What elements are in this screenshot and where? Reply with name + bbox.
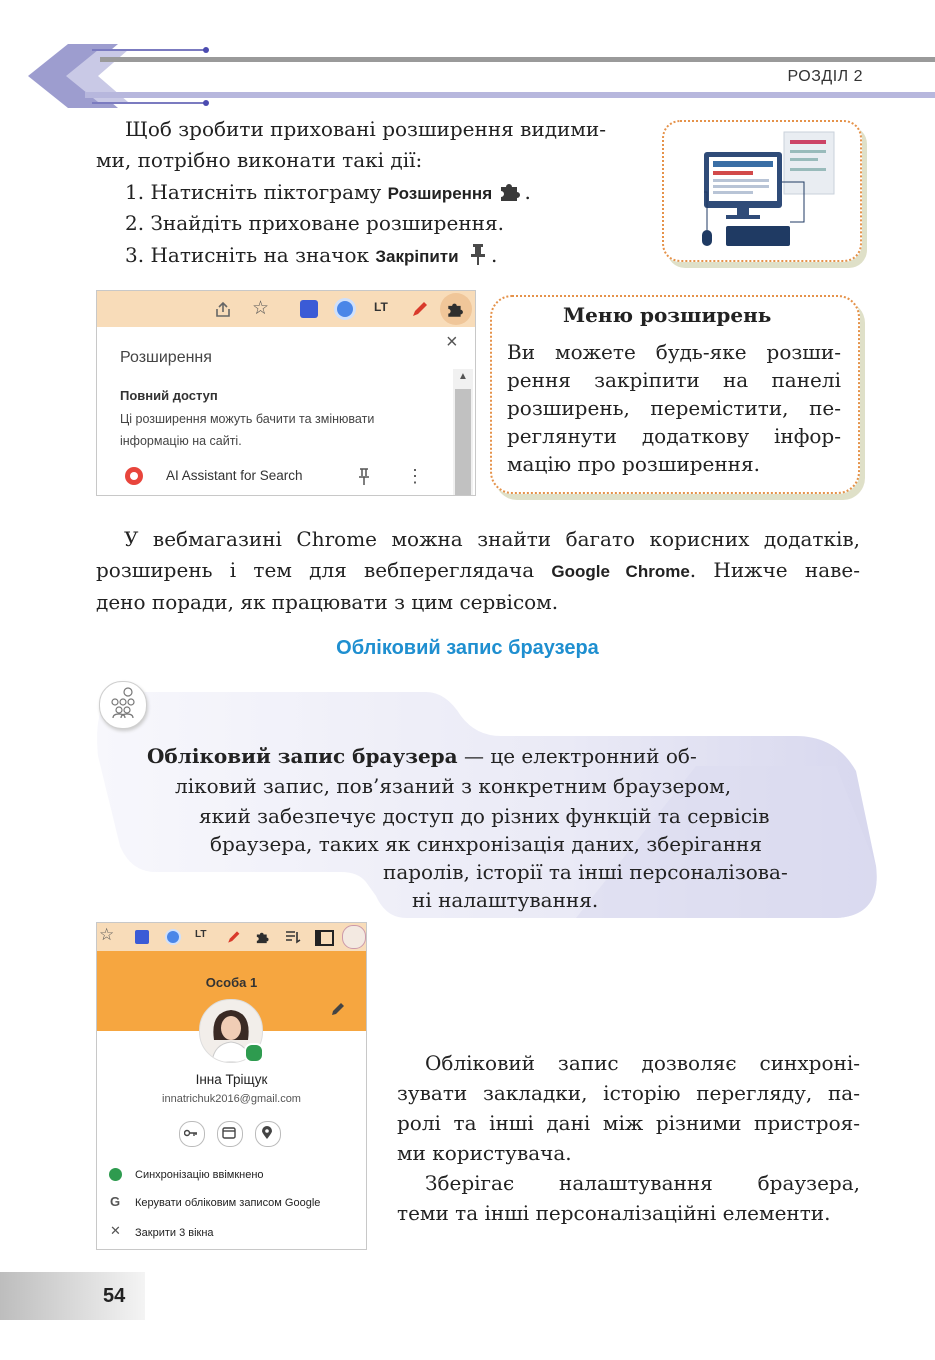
definition-line-6: ні налаштування. — [412, 888, 599, 912]
page-number: 54 — [103, 1285, 126, 1307]
intro-line-1: Щоб зробити приховані розширення видими- — [125, 117, 607, 141]
card-icon — [222, 1127, 236, 1139]
step-2: 2. Знайдіть приховане розширення. — [125, 211, 504, 235]
scroll-up-icon[interactable]: ▲ — [458, 371, 468, 382]
section-desc-2: інформацію на сайті. — [120, 434, 242, 448]
ai-assistant-icon-dot — [130, 472, 138, 480]
avatar-small[interactable] — [342, 925, 366, 949]
header-accent-line — [92, 49, 205, 51]
menu-box-body: Ви можете будь-яке розши- рення закріпити на панелі розширень, перемістити, пе- реглянути додаткову інфор- мацію про розширення. — [507, 340, 841, 476]
side-panel-icon[interactable] — [315, 930, 334, 946]
definition-line-3: який забезпечує доступ до різних функцій та сервісів — [199, 804, 770, 828]
pin-icon[interactable] — [357, 468, 371, 486]
panel-title: Розширення — [120, 349, 212, 366]
intro-line-2: ми, потрібно виконати такі дії: — [96, 148, 423, 172]
more-icon[interactable]: ⋮ — [406, 466, 424, 486]
definition-term: Обліковий запис браузера — [147, 744, 458, 768]
menu-box-title: Меню розширень — [563, 303, 772, 327]
share-icon[interactable] — [213, 300, 233, 320]
star-icon[interactable]: ☆ — [252, 297, 270, 319]
close-icon[interactable]: × — [446, 331, 458, 353]
header-bar — [85, 92, 935, 98]
sync-icon — [109, 1168, 122, 1181]
reading-list-icon[interactable] — [285, 929, 301, 945]
menu-manage-account[interactable]: Керувати обліковим записом Google — [135, 1197, 321, 1209]
definition-line-4: браузера, таких як синхронізація даних, зберігання — [210, 832, 762, 856]
menu-close-windows[interactable]: Закрити 3 вікна — [135, 1227, 214, 1239]
key-icon — [184, 1128, 198, 1138]
people-discussion-icon — [106, 686, 140, 720]
definition-line-1: Обліковий запис браузера — це електронний об- — [147, 744, 697, 768]
google-chrome-bold: Google Chrome — [551, 562, 690, 581]
pin-icon — [465, 242, 491, 266]
puzzle-icon — [446, 299, 466, 319]
header-accent-line-2 — [92, 102, 205, 104]
side-paragraph-2: Зберігає налаштування браузера, теми та інші персоналізаційні елементи. — [397, 1171, 860, 1225]
close-icon: ✕ — [110, 1223, 121, 1238]
extension-icon[interactable] — [300, 300, 318, 318]
scrollbar-thumb[interactable] — [455, 389, 471, 495]
header-rule — [100, 57, 935, 62]
google-icon: G — [110, 1194, 121, 1209]
side-paragraph-1: Обліковий запис дозволяє синхроні- зувати закладки, історію перегляду, па- ролі та інші дані між різними пристроя- ми користувача. — [397, 1051, 860, 1165]
profile-screenshot — [96, 922, 367, 1250]
circle-icon[interactable] — [337, 301, 353, 317]
subheading: Обліковий запис браузера — [336, 637, 599, 659]
pen-icon[interactable] — [225, 929, 241, 945]
edit-icon[interactable] — [330, 1001, 346, 1017]
definition-line-5: паролів, історії та інші персоналізова- — [383, 860, 788, 884]
section-desc-1: Ці розширення можуть бачити та змінювати — [120, 412, 375, 426]
user-email: innatrichuk2016@gmail.com — [162, 1093, 301, 1105]
lt-icon[interactable]: LT — [195, 929, 207, 940]
definition-line-2: ліковий запис, пов’язаний з конкретним браузером, — [175, 774, 732, 798]
section-title: Повний доступ — [120, 388, 218, 403]
location-icon — [261, 1126, 273, 1140]
extension-item-name[interactable]: AI Assistant for Search — [166, 468, 303, 483]
lt-icon[interactable]: LT — [374, 300, 388, 314]
step-3-bold: Закріпити — [375, 247, 459, 266]
circle-icon[interactable] — [167, 931, 179, 943]
puzzle-icon — [498, 180, 524, 202]
extension-icon[interactable] — [135, 930, 149, 944]
user-name: Інна Тріщук — [195, 1072, 268, 1087]
chrome-paragraph: У вебмагазині Chrome можна знайти багато корисних додатків, розширень і тем для вебпереглядача Google Chrome. Нижче наве- дено поради, як працювати з цим сервісом. — [96, 527, 860, 614]
section-label: РОЗДІЛ 2 — [787, 68, 863, 85]
step-1: 1. Натисніть піктограму Розширення . — [125, 180, 531, 204]
star-icon[interactable]: ☆ — [99, 925, 115, 945]
step-1-bold: Розширення — [387, 184, 493, 203]
header-dot — [203, 47, 209, 53]
sync-badge-icon — [244, 1043, 264, 1063]
computer-illustration-frame — [662, 120, 862, 262]
puzzle-icon[interactable] — [255, 929, 271, 945]
person-label: Особа 1 — [205, 975, 258, 990]
step-3: 3. Натисніть на значок Закріпити . — [125, 243, 498, 267]
menu-sync[interactable]: Синхронізацію ввімкнено — [135, 1169, 264, 1181]
header-dot-2 — [203, 100, 209, 106]
extensions-screenshot — [96, 290, 476, 496]
computer-illustration — [664, 122, 860, 260]
pen-icon[interactable] — [409, 299, 429, 319]
